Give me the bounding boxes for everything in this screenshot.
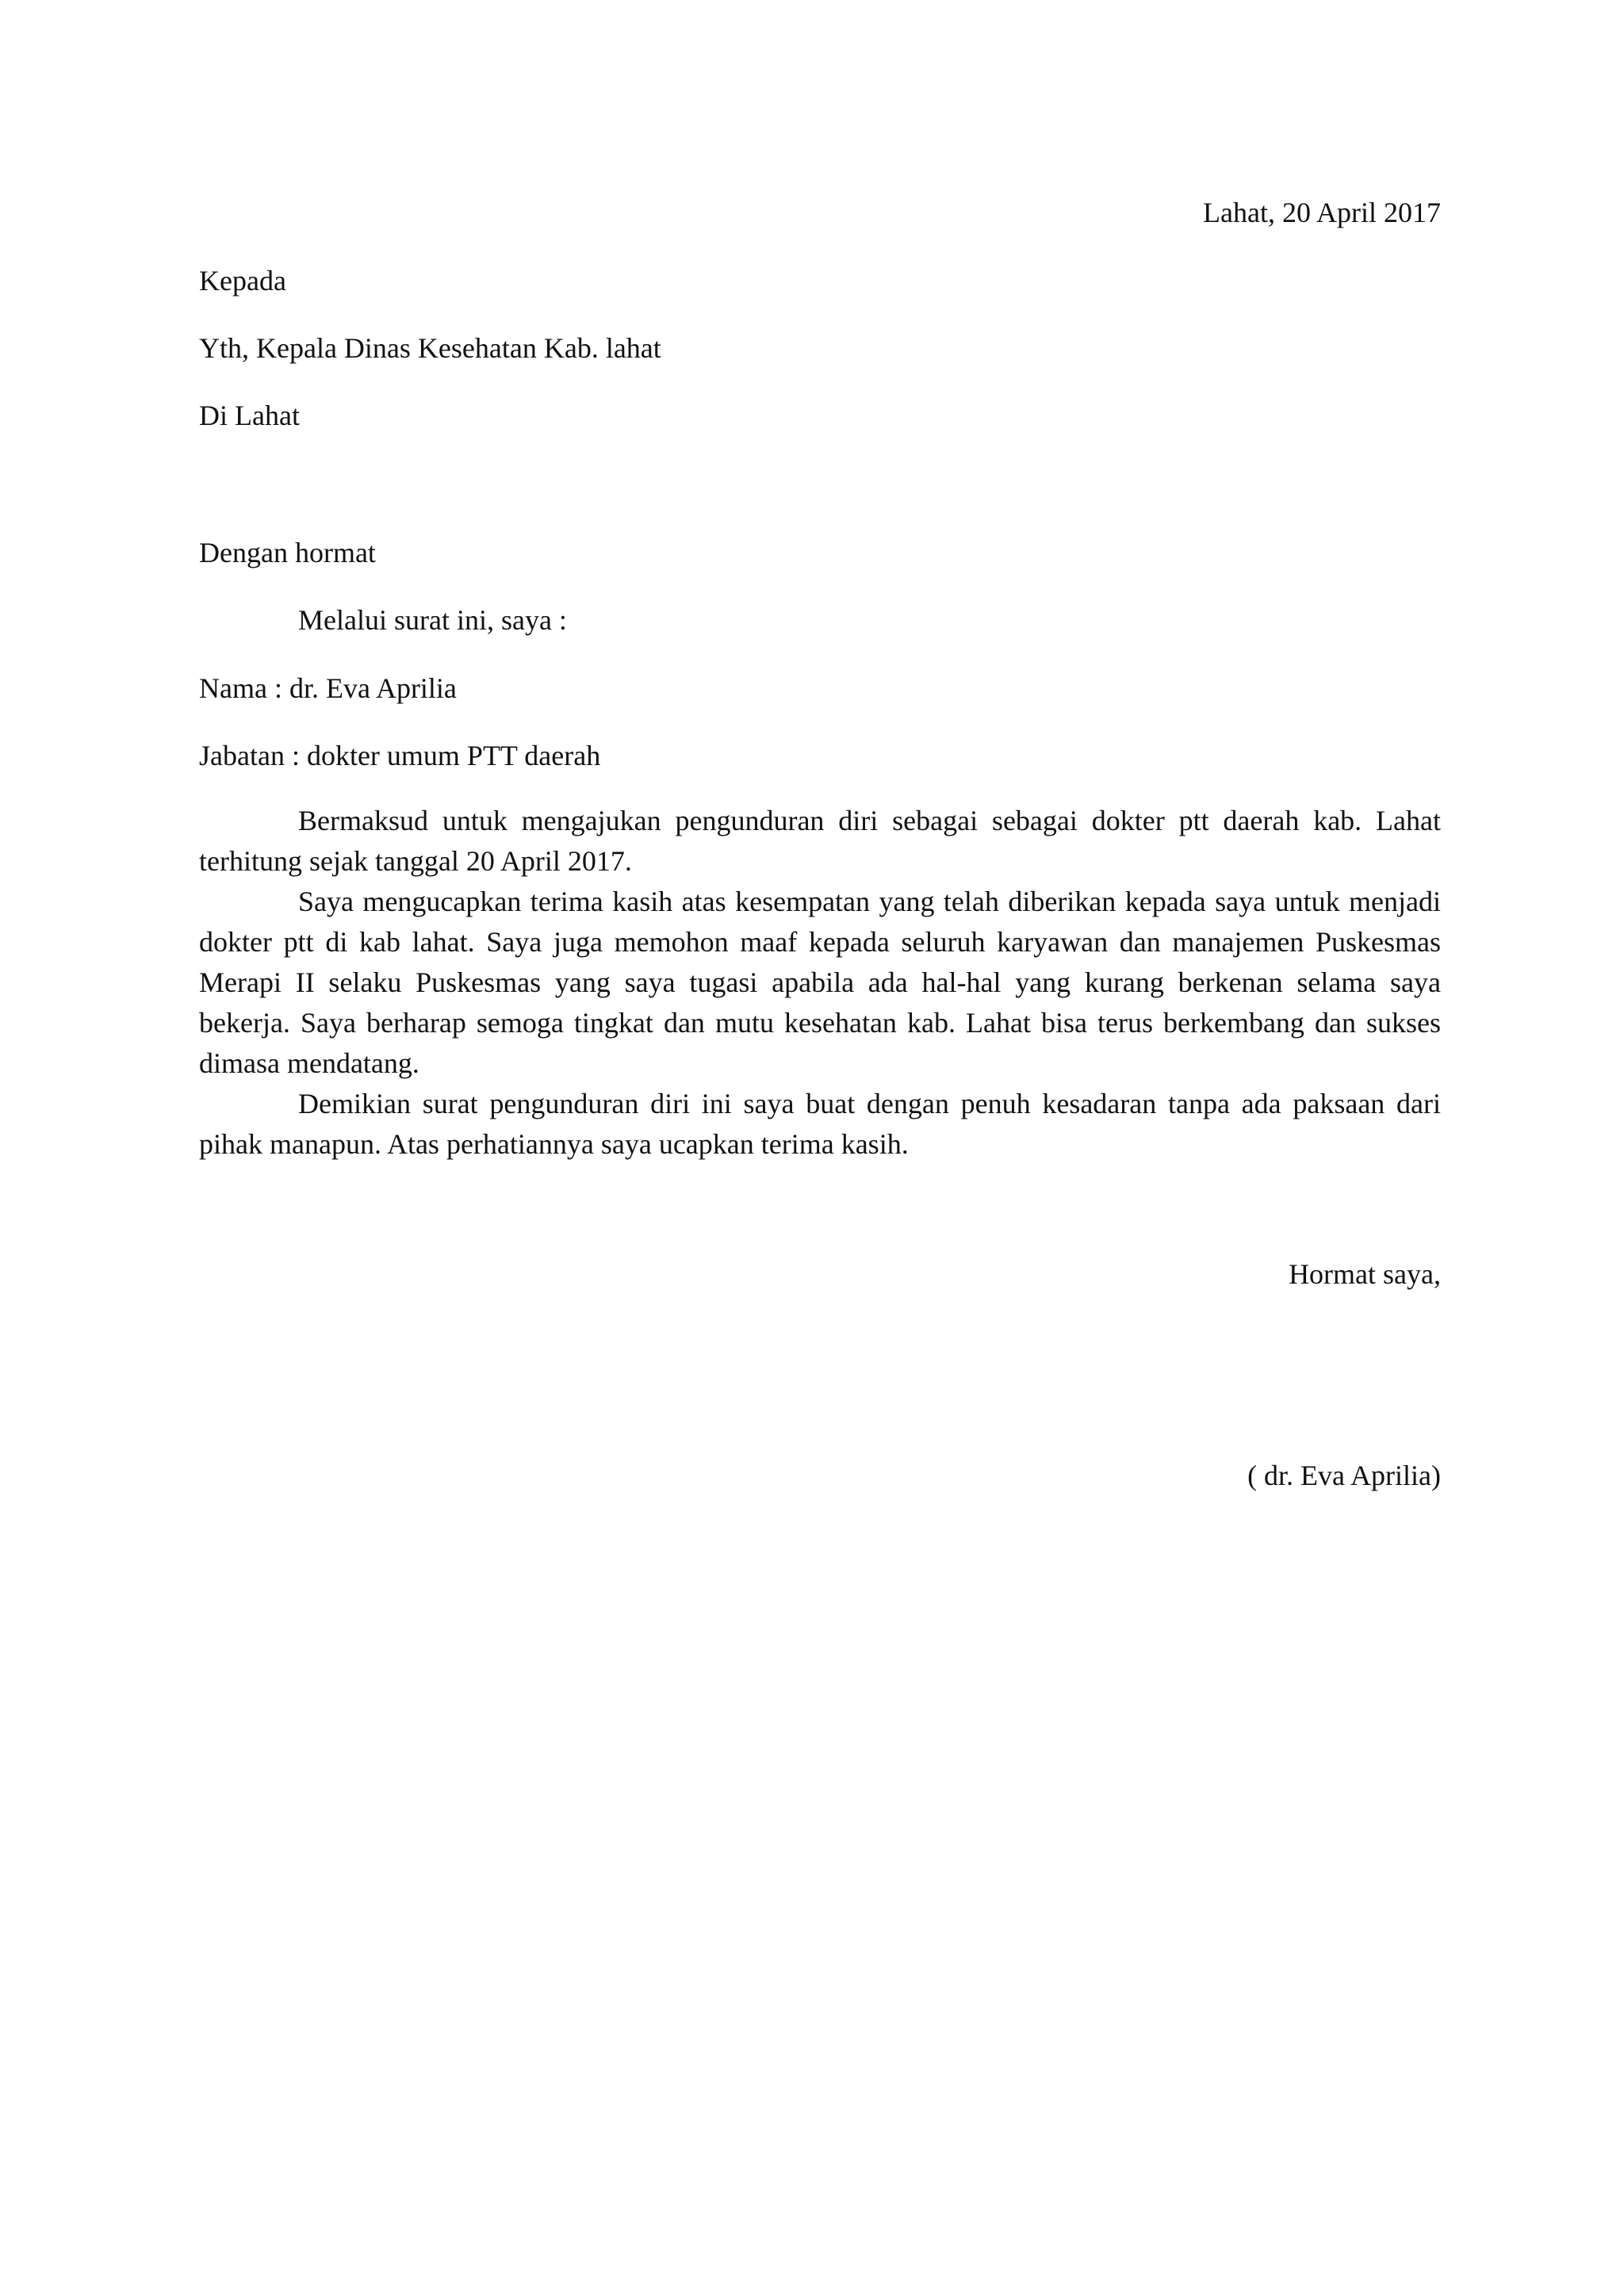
place-date: Lahat, 20 April 2017 <box>1203 197 1441 228</box>
intro-line: Melalui surat ini, saya : <box>298 604 567 636</box>
paragraph-text: Saya mengucapkan terima kasih atas kesempatan yang telah diberikan kepada saya untuk menjadi dokter ptt di kab lahat. Saya juga memohon maaf kepada seluruh karyawan dan manajemen Puskesmas Merapi II selaku Puskesmas yang saya tugasi apabila ada hal-hal yang kurang berkenan selama saya bekerja. Saya berharap semoga tingkat dan mutu kesehatan kab. Lahat bisa terus berkembang dan sukses dimasa mendatang. <box>199 886 1441 1079</box>
recipient-location: Di Lahat <box>199 400 300 431</box>
salutation: Dengan hormat <box>199 537 376 568</box>
closing: Hormat saya, <box>1289 1258 1441 1290</box>
body-paragraph-3 <box>199 1084 1441 1165</box>
signature-name: ( dr. Eva Aprilia) <box>1247 1460 1441 1491</box>
name-line: Nama : dr. Eva Aprilia <box>199 672 457 704</box>
paragraph-text: Bermaksud untuk mengajukan pengunduran diri sebagai sebagai dokter ptt daerah kab. Lahat terhitung sejak tanggal 20 April 2017. <box>199 805 1441 877</box>
body-paragraph-2 <box>199 882 1441 1084</box>
body-paragraph-1 <box>199 801 1441 882</box>
recipient-to-label: Kepada <box>199 265 286 297</box>
position-line: Jabatan : dokter umum PTT daerah <box>199 740 601 771</box>
recipient-addressee: Yth, Kepala Dinas Kesehatan Kab. lahat <box>199 332 661 364</box>
paragraph-text: Demikian surat pengunduran diri ini saya buat dengan penuh kesadaran tanpa ada paksaan dari pihak manapun. Atas perhatiannya saya ucapkan terima kasih. <box>199 1088 1441 1160</box>
